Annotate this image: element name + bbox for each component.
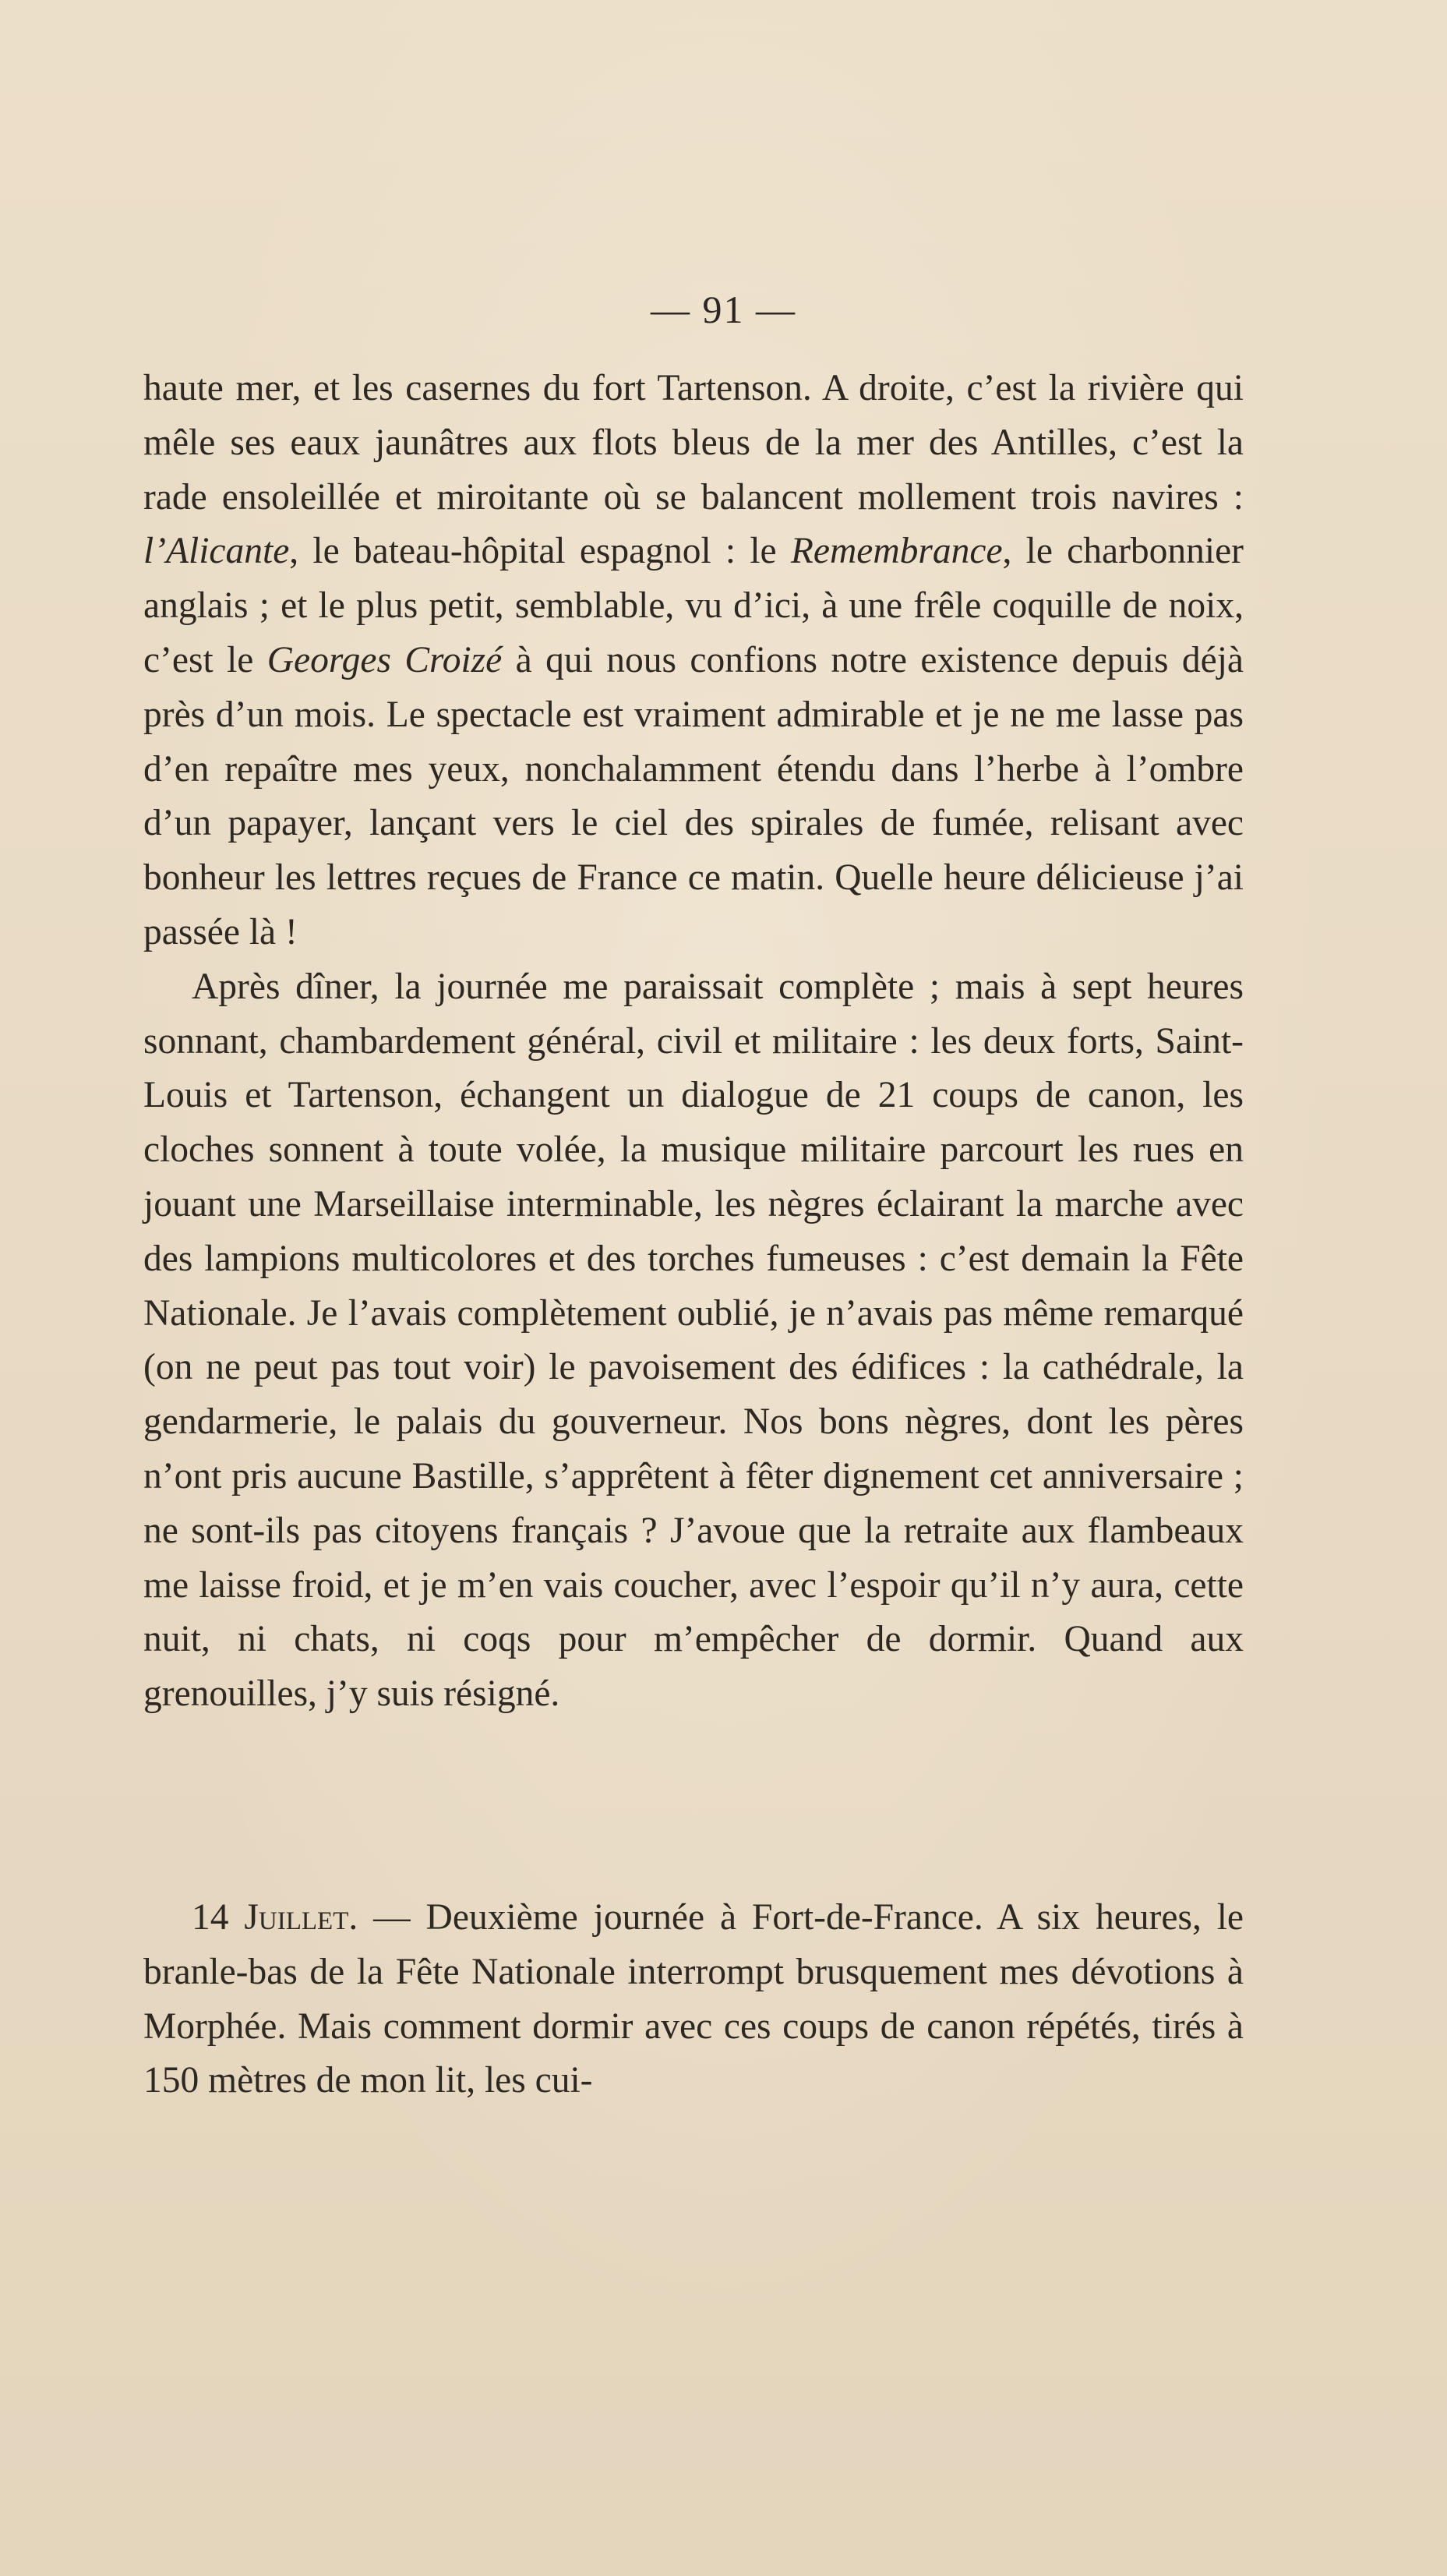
ship-name-remembrance: Remembrance [790,531,1003,572]
paragraph-july-14 [143,1891,1244,2108]
ship-name-alicante: l’Alicante [143,531,290,572]
paragraph-after-dinner: Après dîner, la journée me paraissait complète ; mais à sept heures sonnant, chambardement général, civil et militaire : les deux forts, Saint-Louis et Tartenson, échangent un dialogue de 21 coups de canon, les cloches sonnent à toute volée, la musique militaire parcourt les rues en jouant une Marseillaise interminable, les nègres éclairant la marche avec des lampions multicolores et des torches fumeuses : c’est demain la Fête Nationale. Je l’avais complètement oublié, je n’avais pas même remarqué (on ne peut pas tout voir) le pavoisement des édifices : la cathédrale, la gendarmerie, le palais du gouverneur. Nos bons nègres, dont les pères n’ont pris aucune Bastille, s’apprêtent à fêter dignement cet anniversaire ; ne sont-ils pas citoyens français ? J’avoue que la retraite aux flambeaux me laisse froid, et je m’en vais coucher, avec l’espoir qu’il n’y aura, cette nuit, ni chats, ni coqs pour m’empêcher de dormir. Quand aux grenouilles, j’y suis résigné. [143,966,1244,1715]
paragraph-1-text: haute mer, et les casernes du fort Tartenson. A droite, c’est la rivière qui mêle ses eaux jaunâtres aux flots bleus de la mer des Antilles, c’est la rade ensoleillée et miroitante où se balancent mollement trois navires : [143,368,1244,518]
entry-date: 14 Juillet. [192,1897,358,1938]
paragraph-continuation [143,362,1244,960]
page-number: — 91 — [651,288,796,331]
paragraph-1-text-3: , le charbonnier anglais ; et le plus petit, semblable, vu d’ici, à une frêle coquille de noix, c’est le [143,531,1244,680]
paragraph-1-text-2: , le bateau-hôpital espagnol : le [289,531,791,572]
paragraph-1-text-4: à qui nous confions notre existence depuis déjà près d’un mois. Le spectacle est vraiment admirable et je ne me lasse pas d’en repaître mes yeux, nonchalamment étendu dans l’herbe à l’ombre d’un papayer, lançant vers le ciel des spirales de fumée, relisant avec bonheur les lettres reçues de France ce matin. Quelle heure délicieuse j’ai passée là ! [143,639,1244,952]
text-block-entry [143,1891,1244,2108]
text-block-main [143,362,1244,1722]
entry-text: — Deuxième journée à Fort-de-France. A six heures, le branle-bas de la Fête Nationale interrompt brusquement mes dévotions à Morphée. Mais comment dormir avec ces coups de canon répétés, tirés à 150 mètres de mon lit, les cui- [143,1897,1244,2101]
ship-name-georges-croize: Georges Croizé [266,639,503,680]
